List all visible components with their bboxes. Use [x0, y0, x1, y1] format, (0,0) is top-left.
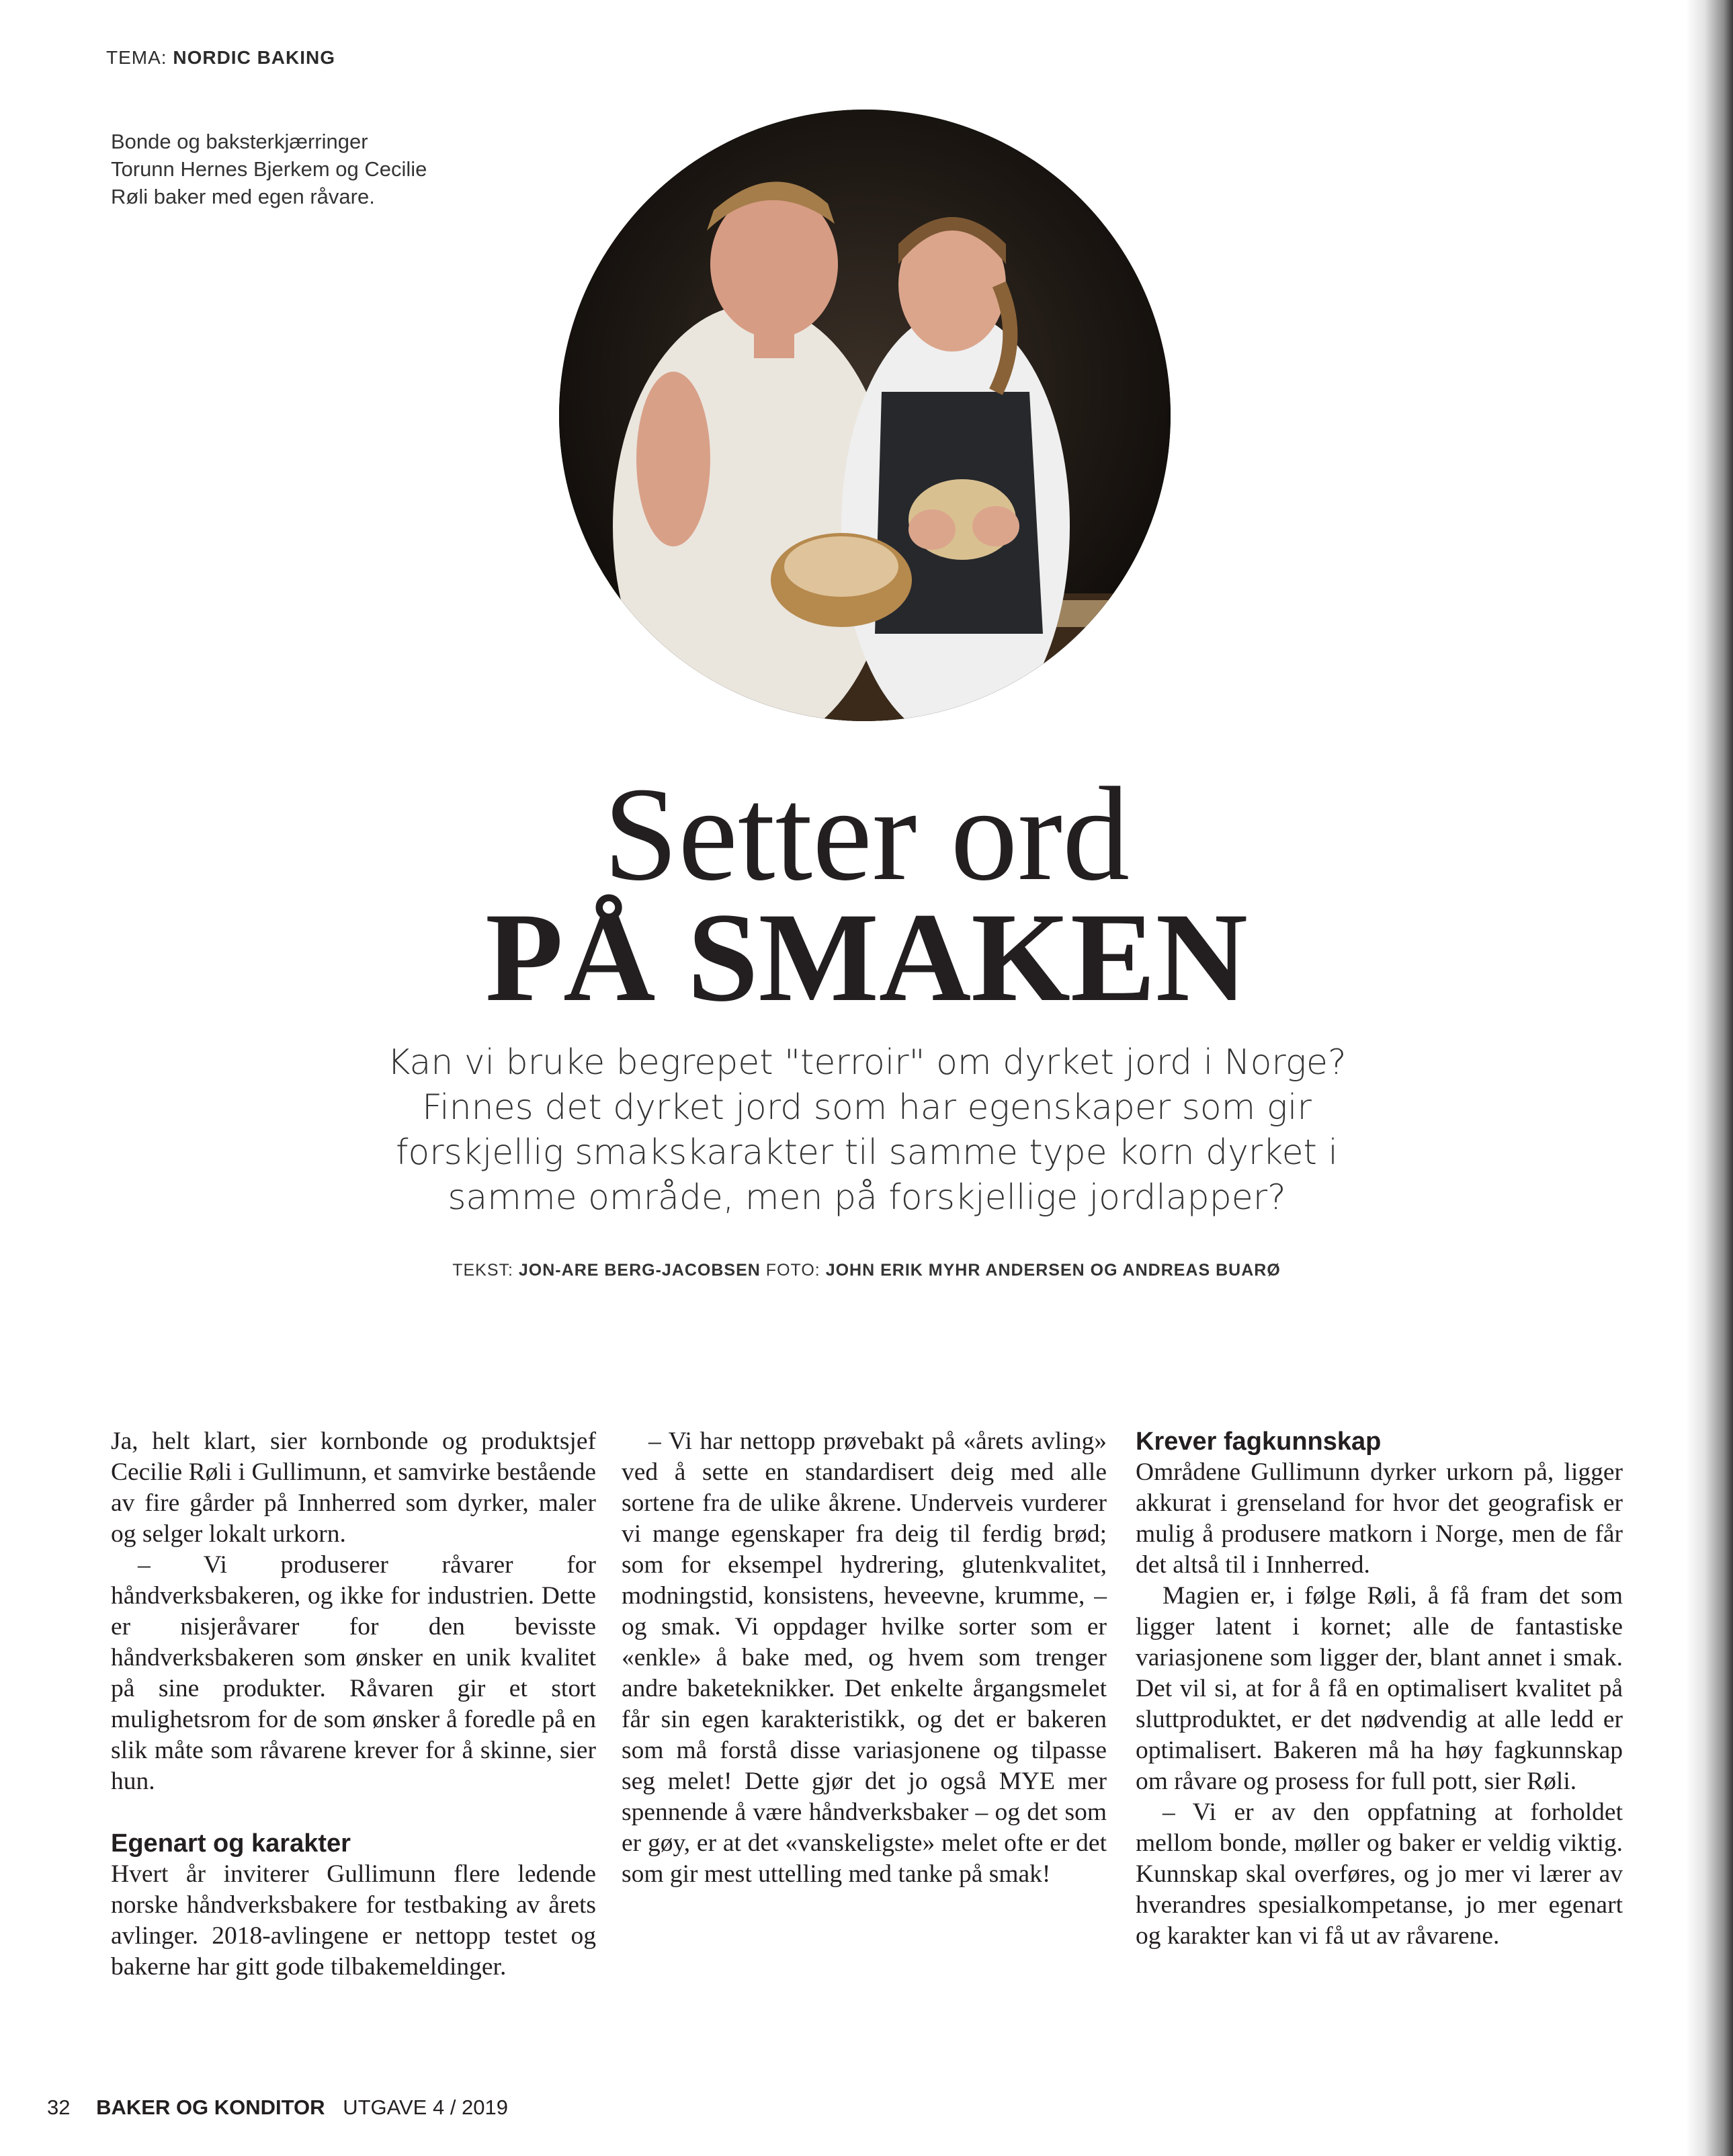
- bakers-photo: [559, 110, 1171, 721]
- magazine-name: BAKER OG KONDITOR: [96, 2096, 325, 2119]
- body-paragraph: – Vi har nettopp prøvebakt på «årets avling» ved å sette en standardisert deig med alle sortene fra de ulike åkrene. Underveis vurderer vi mange egenskaper fra deig til ferdig brød; som for eksempel hydrering, glutenkvalitet, modningstid, konsistens, heveevne, krumme, – og smak. Vi oppdager hvilke sorter som er «enkle» å bake med, og hvem som trenger andre baketeknikker. Det enkelte årgangsmelet får sin egen karakteristikk, og det er bakeren som må forstå disse variasjonene og tilpasse seg melet! Dette gjør det jo også MYE mer spennende å være håndverksbaker – og det som er gøy, er at det «vanskeligste» melet ofte er det som gir mest uttelling med tanke på smak!: [622, 1427, 1107, 1888]
- byline-text-author: JON-ARE BERG-JACOBSEN: [518, 1261, 761, 1280]
- body-column-3: [1136, 1426, 1623, 1952]
- page-footer: [47, 2096, 508, 2120]
- byline-photo-label: FOTO:: [765, 1261, 820, 1280]
- body-paragraph: Magien er, i følge Røli, å få fram det som ligger latent i kornet; alle de fantastiske variasjonene som ligger der, blant annet i smak. Det vil si, at for å få en optimalisert kvalitet på sluttproduktet, er det nødvendig at alle ledd er optimalisert. Bakeren må ha høy fagkunnskap om råvare og prosess for full pott, sier Røli.: [1136, 1582, 1623, 1795]
- byline-photo-authors: JOHN ERIK MYHR ANDERSEN OG ANDREAS BUARØ: [825, 1261, 1281, 1280]
- issue-label: UTGAVE 4 / 2019: [343, 2096, 509, 2119]
- section-tag-value: NORDIC BAKING: [173, 47, 336, 68]
- article-title-line1: Setter ord: [603, 760, 1130, 909]
- body-column-1: [111, 1426, 596, 1983]
- subheading: Egenart og karakter: [111, 1829, 351, 1858]
- body-paragraph: – Vi produserer råvarer for håndverksbakeren, og ikke for industrien. Dette er nisjeråvarer for den bevisste håndverksbakeren som ønsker en unik kvalitet på sine produkter. Råvaren gir et stort mulighetsrom for de som ønsker å foredle på en slik måte som råvarene krever for å skinne, sier hun.: [111, 1551, 596, 1795]
- body-paragraph: Ja, helt klart, sier kornbonde og produktsjef Cecilie Røli i Gullimunn, et samvirke bestående av fire gårder på Innherred som dyrker, maler og selger lokalt urkorn.: [111, 1427, 596, 1548]
- section-tag: [106, 47, 335, 69]
- photo-caption: Bonde og baksterkjærringer Torunn Hernes Bjerkem og Cecilie Røli baker med egen råvare.: [111, 130, 427, 208]
- section-tag-label: TEMA:: [106, 47, 167, 68]
- body-paragraph: Områdene Gullimunn dyrker urkorn på, ligger akkurat i grenseland for hvor det geografisk er mulig å produsere matkorn i Norge, men de får det altså til i Innherred.: [1136, 1458, 1623, 1579]
- article-title-line2: PÅ SMAKEN: [485, 887, 1248, 1028]
- body-paragraph: Hvert år inviterer Gullimunn flere ledende norske håndverksbakere for testbaking av årets avlinger. 2018-avlingene er nettopp testet og bakerne har gitt gode tilbakemeldinger.: [111, 1860, 596, 1981]
- page-number: 32: [47, 2096, 71, 2119]
- body-column-2: [622, 1426, 1107, 1890]
- byline: [0, 1261, 1733, 1280]
- page-binding-shadow: [1686, 0, 1733, 2156]
- subheading: Krever fagkunnskap: [1136, 1427, 1382, 1456]
- body-paragraph: – Vi er av den oppfatning at forholdet mellom bonde, møller og baker er veldig viktig. Kunnskap skal overføres, og jo mer vi lærer av hverandres spesialkompetanse, jo mer egenart og karakter kan vi få ut av råvarene.: [1136, 1798, 1623, 1950]
- article-ingress: Kan vi bruke begrepet "terroir" om dyrket jord i Norge? Finnes det dyrket jord som har egenskaper som gir forskjellig smakskarakter til samme type korn dyrket i samme område, men på forskjellige jordlapper?: [387, 1042, 1347, 1218]
- byline-text-label: TEKST:: [452, 1261, 513, 1280]
